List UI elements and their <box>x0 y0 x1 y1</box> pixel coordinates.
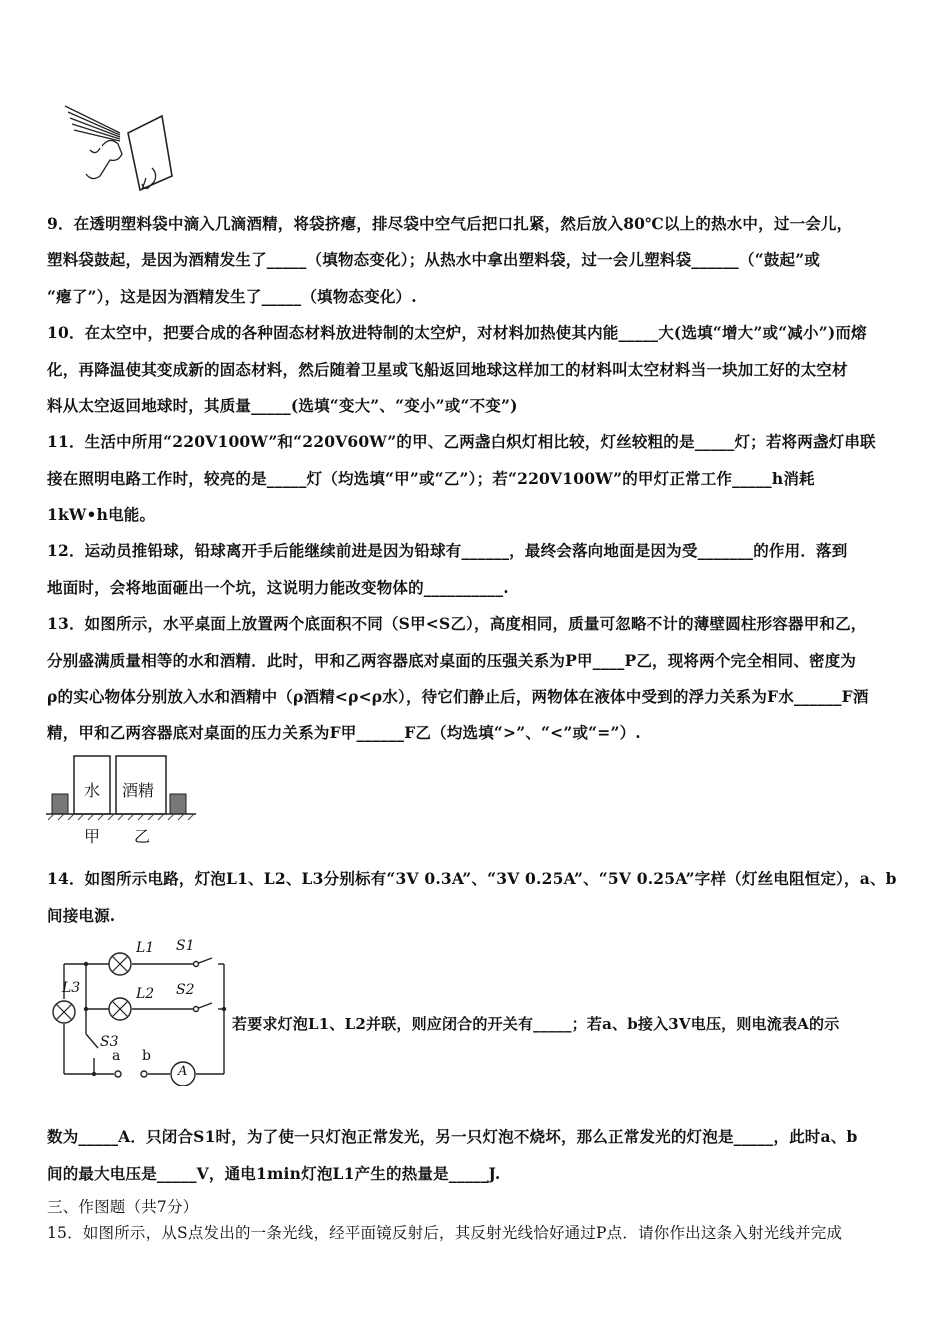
q12-line2: 地面时，会将地面砸出一个坑，这说明力能改变物体的__________. <box>47 578 509 597</box>
q10-line3: 料从太空返回地球时，其质量_____(选填“变大”、“变小”或“不变”) <box>47 396 518 415</box>
q14-line3: 数为_____A．只闭合S1时，为了使一只灯泡正常发光，另一只灯泡不烧坏，那么正常发光的灯泡是_____，此时a、b <box>47 1127 858 1146</box>
label-ammeter: A <box>178 1064 188 1079</box>
section3-heading: 三、作图题（共7分） <box>47 1198 199 1216</box>
jia-label: 甲 <box>84 827 101 846</box>
q12-line1: 12．运动员推铅球，铅球离开手后能继续前进是因为铅球有______，最终会落向地面是因为受_______的作用．落到 <box>47 541 848 560</box>
yi-label: 乙 <box>134 827 151 846</box>
label-S1: S1 <box>176 938 195 954</box>
q13-line2: 分别盛满质量相等的水和酒精．此时，甲和乙两容器底对桌面的压强关系为P甲____P乙，现将两个完全相同、密度为 <box>47 651 857 670</box>
label-L3: L3 <box>62 980 81 996</box>
label-b: b <box>142 1048 151 1064</box>
q14-line1: 14．如图所示电路，灯泡L1、L2、L3分别标有“3V 0.3A”、“3V 0.25A”、“5V 0.25A”字样（灯丝电阻恒定），a、b <box>47 869 897 888</box>
q15-line1: 15．如图所示，从S点发出的一条光线，经平面镜反射后，其反射光线恰好通过P点．请你作出这条入射光线并完成 <box>47 1224 843 1242</box>
q10-line2: 化，再降温使其变成新的固态材料，然后随着卫星或飞船返回地球这样加工的材料叫太空材料当一块加工好的太空材 <box>47 360 848 379</box>
q13-line1: 13．如图所示，水平桌面上放置两个底面积不同（S甲<S乙），高度相同，质量可忽略不计的薄壁圆柱形容器甲和乙， <box>47 614 867 633</box>
q9-line3: “瘪了”），这是因为酒精发生了_____（填物态变化）. <box>47 287 417 306</box>
q11-line3: 1kW•h电能。 <box>47 505 156 524</box>
q9-line2: 塑料袋鼓起，是因为酒精发生了_____（填物态变化）；从热水中拿出塑料袋，过一会儿塑料袋______（“鼓起”或 <box>47 250 821 269</box>
alcohol-label: 酒精 <box>122 781 155 800</box>
label-L1: L1 <box>136 940 155 956</box>
q14-line4: 间的最大电压是_____V，通电1min灯泡L1产生的热量是_____J. <box>47 1164 501 1183</box>
containers-figure <box>44 752 200 848</box>
q13-line3: ρ的实心物体分别放入水和酒精中（ρ酒精<ρ<ρ水），待它们静止后，两物体在液体中受到的浮力关系为F水______F酒 <box>47 687 869 706</box>
q13-line4: 精，甲和乙两容器底对桌面的压力关系为F甲______F乙（均选填“>”、“<”或“=”）. <box>47 723 641 742</box>
water-label: 水 <box>84 781 101 800</box>
label-a: a <box>112 1048 121 1064</box>
q14-line2: 间接电源. <box>47 906 116 925</box>
q10-line1: 10．在太空中，把要合成的各种固态材料放进特制的太空炉，对材料加热使其内能_____大(选填“增大”或“减小”)而熔 <box>47 323 867 342</box>
q9-line1: 9．在透明塑料袋中滴入几滴酒精，将袋挤瘪，排尽袋中空气后把口扎紧，然后放入80℃以上的热水中，过一会儿， <box>47 214 853 233</box>
q14-side: 若要求灯泡L1、L2并联，则应闭合的开关有_____；若a、b接入3V电压，则电流表A的示 <box>232 1015 840 1033</box>
q11-line2: 接在照明电路工作时，较亮的是_____灯（均选填“甲”或“乙”）；若“220V100W”的甲灯正常工作_____h消耗 <box>47 469 815 488</box>
circuit-figure <box>44 934 232 1086</box>
q11-line1: 11．生活中所用“220V100W”和“220V60W”的甲、乙两盏白炽灯相比较，灯丝较粗的是_____灯；若将两盏灯串联 <box>47 432 876 451</box>
label-S3: S3 <box>100 1034 119 1050</box>
hand-paper-figure <box>60 98 180 198</box>
label-L2: L2 <box>136 986 155 1002</box>
label-S2: S2 <box>176 982 195 998</box>
